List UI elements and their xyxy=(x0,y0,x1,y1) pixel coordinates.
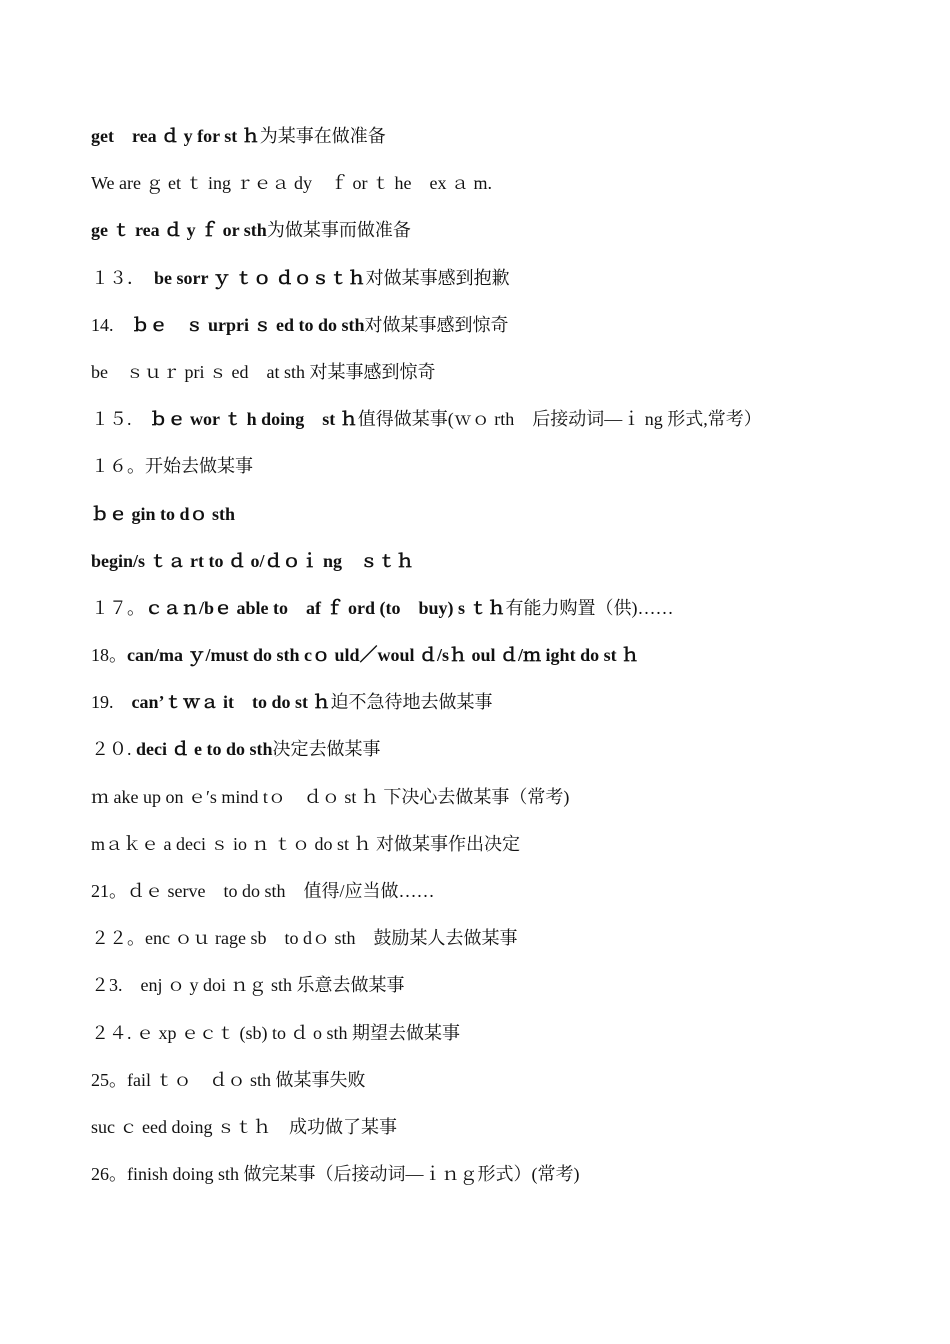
text-line xyxy=(91,1160,911,1207)
line-rest: ｍ ake up on ｅ′s mind tｏ ｄｏ st ｈ 下决心去做某事（常考) xyxy=(91,786,570,807)
line-bold: get rea ｄ y for st ｈ xyxy=(91,126,260,146)
text-line xyxy=(91,830,911,877)
text-line xyxy=(91,547,911,594)
line-bold: deci ｄ e to do sth xyxy=(136,739,273,760)
text-line xyxy=(91,500,911,547)
line-rest: 为做某事而做准备 xyxy=(266,220,411,241)
text-line xyxy=(91,688,911,735)
line-rest: suc ｃ eed doing ｓｔｈ 成功做了某事 xyxy=(91,1116,397,1137)
line-lead: 18。 xyxy=(91,645,127,666)
line-lead: 14. xyxy=(91,314,132,335)
line-bold: ge ｔ rea ｄ y ｆ or sth xyxy=(91,220,267,241)
text-line xyxy=(91,169,911,216)
text-line xyxy=(91,1019,911,1066)
line-bold: can’ｔｗａ it to do st ｈ xyxy=(131,692,331,713)
text-line xyxy=(91,971,911,1018)
line-bold: ｃａｎ/bｅ able to af ｆ ord (to buy) s ｔｈ xyxy=(145,597,506,618)
line-rest: １６。开始去做某事 xyxy=(91,456,253,477)
line-rest: ２４. ｅ xp ｅｃｔ (sb) to ｄ o sth 期望去做某事 xyxy=(91,1022,460,1043)
text-line xyxy=(91,311,911,358)
line-rest: mａｋｅ a deci ｓ io ｎ ｔｏ do st ｈ 对做某事作出决定 xyxy=(91,833,520,854)
line-rest: 对做某事感到抱歉 xyxy=(365,267,510,288)
text-line xyxy=(91,1113,911,1160)
line-bold: can/ma ｙ/must do sth cｏ uld／woul ｄ/sｈ oul ｄ/ｍ ight do st ｈ xyxy=(127,645,640,666)
line-lead: １５. xyxy=(91,409,150,430)
text-line xyxy=(91,1066,911,1113)
line-rest: 有能力购置（供)…… xyxy=(505,597,674,618)
line-rest: 为某事在做准备 xyxy=(259,126,386,146)
line-bold: be sorr ｙ ｔｏ ｄｏｓｔｈ xyxy=(154,267,366,288)
line-lead: ２０. xyxy=(91,739,136,760)
line-bold: begin/s ｔａ rt to ｄ o/ｄｏｉ ng ｓｔｈ xyxy=(91,550,415,571)
text-line xyxy=(91,452,911,499)
text-line xyxy=(91,264,911,311)
line-rest: 21。ｄｅ serve to do sth 值得/应当做…… xyxy=(91,881,435,901)
line-bold: ｂｅ gin to dｏ sth xyxy=(91,503,236,524)
line-rest: 决定去做某事 xyxy=(272,739,381,760)
line-bold: ｂｅ wor ｔ h doing st ｈ xyxy=(149,409,358,430)
text-line xyxy=(91,216,911,263)
text-line xyxy=(91,405,911,452)
line-rest: ２3. enj ｏ y doi ｎｇ sth 乐意去做某事 xyxy=(91,975,405,996)
line-rest: 25。fail ｔｏ ｄｏ sth 做某事失败 xyxy=(91,1069,366,1090)
text-line xyxy=(91,735,911,782)
text-line xyxy=(91,358,911,405)
text-line xyxy=(91,924,911,971)
text-line xyxy=(91,122,911,169)
line-lead: 19. xyxy=(91,692,132,713)
text-line xyxy=(91,783,911,830)
line-rest: 迫不急待地去做某事 xyxy=(330,692,493,713)
line-rest: 对做某事感到惊奇 xyxy=(364,314,509,335)
line-rest: We are ｇ et ｔ ing ｒｅａ dy ｆ or ｔ he ex ａ m. xyxy=(91,173,492,194)
text-line xyxy=(91,641,911,688)
line-bold: ｂｅ ｓ urpri ｓ ed to do sth xyxy=(131,314,365,335)
line-rest: 值得做某事(ｗｏ rth 后接动词—ｉ ng 形式,常考） xyxy=(357,409,762,430)
text-line xyxy=(91,877,911,924)
line-rest: ２２。enc ｏｕ rage sb to dｏ sth 鼓励某人去做某事 xyxy=(91,928,518,949)
line-lead: １３． xyxy=(91,267,154,288)
text-line xyxy=(91,594,911,641)
phrase-list xyxy=(91,122,911,1207)
line-rest: 26。finish doing sth 做完某事（后接动词—ｉｎｇ形式）(常考) xyxy=(91,1164,580,1185)
line-lead: １７。 xyxy=(91,597,145,618)
line-rest: be ｓｕｒ pri ｓ ed at sth 对某事感到惊奇 xyxy=(91,361,436,382)
